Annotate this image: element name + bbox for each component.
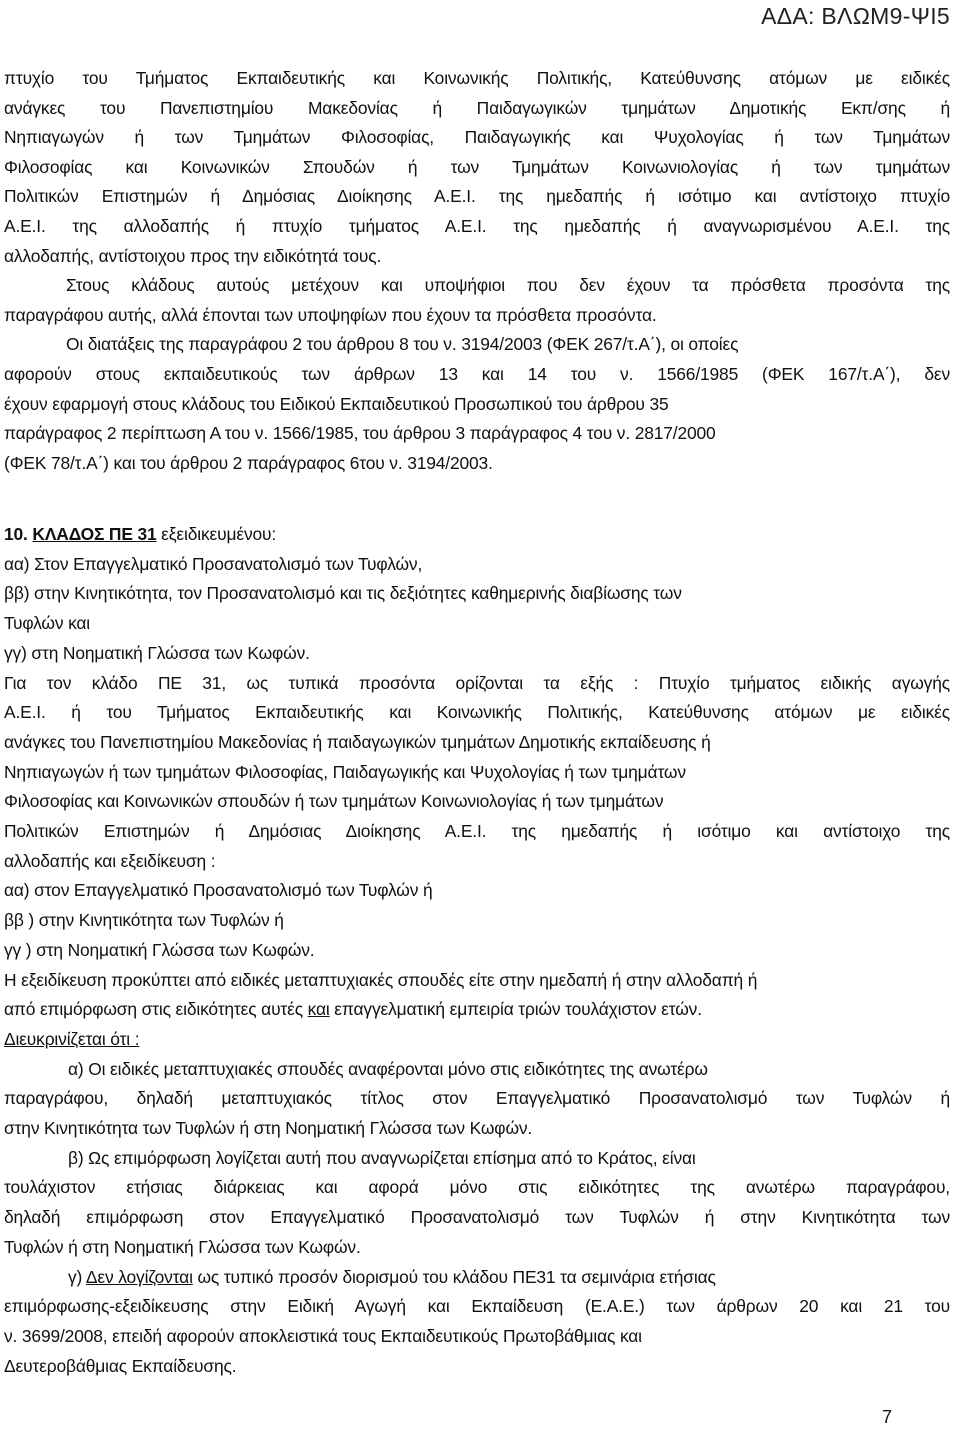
text-line: Τυφλών ή στη Νοηματική Γλώσσα των Κωφών. (4, 1236, 361, 1257)
text-line: αφορούν στους εκπαιδευτικούς των άρθρων 13 και 14 του ν. 1566/1985 (ΦΕΚ 167/τ.Α΄), δεν (4, 363, 950, 384)
text-fragment: γ) (68, 1266, 86, 1287)
text-fragment: επαγγελματική εμπειρία τριών τουλάχιστον ετών. (329, 999, 702, 1020)
text-line (4, 995, 950, 1025)
section-heading (4, 520, 950, 550)
text-line: ν. 3699/2008, επειδή αφορούν αποκλειστικά τους Εκπαιδευτικούς Πρωτοβάθμιας και (4, 1325, 642, 1346)
text-line: Φιλοσοφίας και Κοινωνικών σπουδών ή των τμημάτων Κοινωνιολογίας ή των τμημάτων (4, 791, 664, 812)
specialty-item: Τυφλών και (4, 613, 91, 634)
text-line: επιμόρφωσης-εξειδίκευσης στην Ειδική Αγωγή και Εκπαίδευση (Ε.Α.Ε.) των άρθρων 20 και 21 του (4, 1296, 950, 1317)
text-line: αλλοδαπής και εξειδίκευση : (4, 850, 216, 871)
text-line: Στους κλάδους αυτούς μετέχουν και υποψήφιοι που δεν έχουν τα πρόσθετα προσόντα της (66, 275, 950, 296)
clarifications-label: Διευκρινίζεται ότι : (4, 1028, 140, 1049)
section-title-suffix: εξειδικευμένου: (156, 524, 277, 544)
specialty-item: αα) Στον Επαγγελματικό Προσανατολισμό των Τυφλών, (4, 553, 423, 574)
text-line: Α.Ε.Ι. ή του Τμήματος Εκπαιδευτικής και Κοινωνικής Πολιτικής, Κατεύθυνσης ατόμων με ειδικές (4, 702, 950, 723)
clarification-b: β) Ως επιμόρφωση λογίζεται αυτή που αναγνωρίζεται επίσημα από το Κράτος, είναι (68, 1147, 696, 1168)
text-line: ανάγκες του Πανεπιστημίου Μακεδονίας ή παιδαγωγικών τμημάτων Δημοτικής εκπαίδευσης ή (4, 731, 711, 752)
text-line: στην Κινητικότητα των Τυφλών ή στη Νοηματική Γλώσσα των Κωφών. (4, 1118, 533, 1139)
section-title: ΚΛΑΔΟΣ ΠΕ 31 (32, 524, 157, 544)
text-line: (ΦΕΚ 78/τ.Α΄) και του άρθρου 2 παράγραφος 6του ν. 3194/2003. (4, 452, 493, 473)
clarification-a: α) Οι ειδικές μεταπτυχιακές σπουδές αναφέρονται μόνο στις ειδικότητες της ανωτέρω (68, 1058, 708, 1079)
underlined-word: και (307, 999, 330, 1020)
text-line: παραγράφου, δηλαδή μεταπτυχιακός τίτλος στον Επαγγελματικό Προσανατολισμό των Τυφλών ή (4, 1088, 950, 1109)
page-number: 7 (881, 1407, 892, 1427)
text-line: αλλοδαπής, αντίστοιχου προς την ειδικότητά τους. (4, 245, 382, 266)
text-line: τουλάχιστον ετήσιας διάρκειας και αφορά μόνο στις ειδικότητες της ανωτέρω παραγράφου, (4, 1177, 950, 1198)
text-line: Οι διατάξεις της παραγράφου 2 του άρθρου 8 του ν. 3194/2003 (ΦΕΚ 267/τ.Α΄), οι οποίες (66, 334, 739, 355)
text-line: παραγράφου αυτής, αλλά έπονται των υποψηφίων που έχουν τα πρόσθετα προσόντα. (4, 304, 657, 325)
spec-list-item: αα) στον Επαγγελματικό Προσανατολισμό των Τυφλών ή (4, 880, 433, 901)
text-line: Δευτεροβάθμιας Εκπαίδευσης. (4, 1355, 237, 1376)
specialty-item: γγ) στη Νοηματική Γλώσσα των Κωφών. (4, 642, 310, 663)
underlined-phrase: Δεν λογίζονται (85, 1266, 193, 1287)
text-line: πτυχίο του Τμήματος Εκπαιδευτικής και Κοινωνικής Πολιτικής, Κατεύθυνσης ατόμων με ειδικές (4, 68, 950, 88)
text-line: Για τον κλάδο ΠΕ 31, ως τυπικά προσόντα ορίζονται τα εξής : Πτυχίο τμήματος ειδικής αγωγής (4, 672, 950, 693)
text-fragment: ως τυπικό προσόν διορισμού του κλάδου ΠΕ31 τα σεμινάρια ετήσιας (192, 1266, 716, 1287)
text-line: δηλαδή επιμόρφωση στον Επαγγελματικό Προσανατολισμό των Τυφλών ή στην Κινητικότητα των (4, 1207, 950, 1228)
text-line: έχουν εφαρμογή στους κλάδους του Ειδικού Εκπαιδευτικού Προσωπικού του άρθρου 35 (4, 393, 669, 414)
text-line: ανάγκες του Πανεπιστημίου Μακεδονίας ή Παιδαγωγικών τμημάτων Δημοτικής Εκπ/σης ή (4, 97, 950, 118)
section-number: 10. (4, 524, 28, 544)
text-line: Νηπιαγωγών ή των Τμημάτων Φιλοσοφίας, Παιδαγωγικής και Ψυχολογίας ή των Τμημάτων (4, 127, 950, 148)
text-line: Πολιτικών Επιστημών ή Δημόσιας Διοίκησης Α.Ε.Ι. της ημεδαπής ή ισότιμο και αντίστοιχο πτυχίο (4, 186, 950, 207)
text-line: Φιλοσοφίας και Κοινωνικών Σπουδών ή των Τμημάτων Κοινωνιολογίας ή των τμημάτων (4, 156, 950, 177)
text-line: Νηπιαγωγών ή των τμημάτων Φιλοσοφίας, Παιδαγωγικής και Ψυχολογίας ή των τμημάτων (4, 761, 686, 782)
specialty-item: ββ) στην Κινητικότητα, τον Προσανατολισμό και τις δεξιότητες καθημερινής διαβίωσης των (4, 583, 682, 604)
ada-header: ΑΔΑ: ΒΛΩΜ9-ΨΙ5 (761, 3, 950, 29)
spec-list-item: γγ ) στη Νοηματική Γλώσσα των Κωφών. (4, 939, 315, 960)
text-line: Η εξειδίκευση προκύπτει από ειδικές μεταπτυχιακές σπουδές είτε στην ημεδαπή ή στην αλλοδαπή ή (4, 969, 758, 990)
top-text-block (0, 64, 950, 478)
clarification-c (4, 1263, 950, 1293)
text-fragment: από επιμόρφωση στις ειδικότητες αυτές (4, 999, 308, 1020)
spec-list-item: ββ ) στην Κινητικότητα των Τυφλών ή (4, 910, 284, 931)
text-line: παράγραφος 2 περίπτωση Α του ν. 1566/1985, του άρθρου 3 παράγραφος 4 του ν. 2817/2000 (4, 423, 716, 444)
text-line: Α.Ε.Ι. της αλλοδαπής ή πτυχίο τμήματος Α.Ε.Ι. της ημεδαπής ή αναγνωρισμένου Α.Ε.Ι. της (4, 215, 950, 236)
section-10 (4, 520, 950, 1381)
text-line: Πολιτικών Επιστημών ή Δημόσιας Διοίκησης Α.Ε.Ι. της ημεδαπής ή ισότιμο και αντίστοιχο της (4, 821, 950, 842)
